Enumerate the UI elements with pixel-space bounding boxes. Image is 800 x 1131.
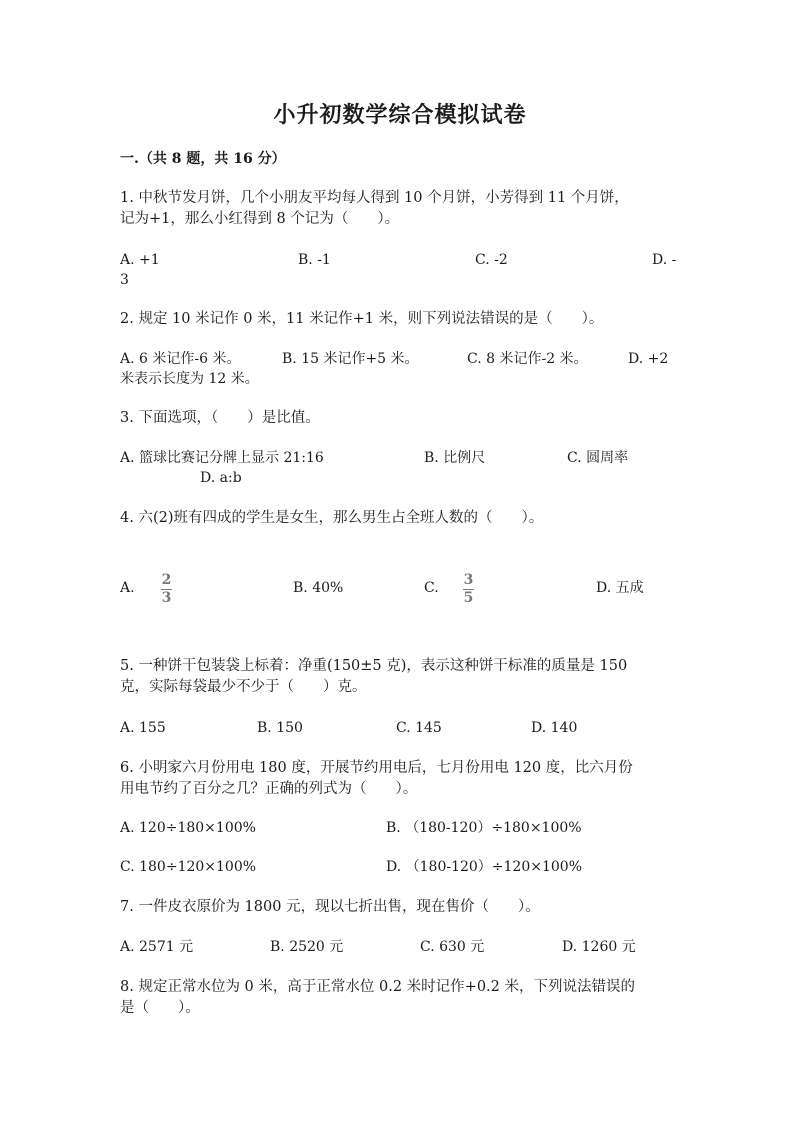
fraction-numerator: 2 xyxy=(161,572,172,588)
question-line: 克，实际每袋最少不少于（ ）克。 xyxy=(120,679,367,695)
question-line: 5. 一种饼干包装袋上标着：净重(150±5 克)，表示这种饼干标准的质量是 150 xyxy=(120,658,628,674)
option-d: D. 1260 元 xyxy=(562,939,636,955)
option-c: C. xyxy=(424,580,439,596)
fraction-two-thirds xyxy=(161,573,172,606)
option-a: A. 155 xyxy=(120,720,166,736)
question-line: 7. 一件皮衣原价为 1800 元，现以七折出售，现在售价（ ）。 xyxy=(120,899,540,915)
question-line: 记为+1，那么小红得到 8 个记为（ ）。 xyxy=(120,211,400,227)
question-5 xyxy=(120,656,680,698)
option-a: A. 120÷180×100% xyxy=(120,820,256,836)
question-line: 2. 规定 10 米记作 0 米，11 米记作+1 米，则下列说法错误的是（ ）。 xyxy=(120,311,604,327)
question-line: 3. 下面选项，（ ）是比值。 xyxy=(120,410,320,426)
option-a: A. 篮球比赛记分牌上显示 21:16 xyxy=(120,450,324,466)
option-c: C. 180÷120×100% xyxy=(120,859,257,875)
option-b: B. -1 xyxy=(298,252,331,268)
fraction-numerator: 3 xyxy=(463,572,474,588)
option-b: B. 15 米记作+5 米。 xyxy=(282,351,419,367)
option-c: C. 8 米记作-2 米。 xyxy=(467,351,588,367)
option-d: D. +2 xyxy=(628,351,669,367)
option-d: D. （180-120）÷120×100% xyxy=(386,859,583,875)
question-1 xyxy=(120,188,680,230)
question-3 xyxy=(120,408,680,429)
question-line: 4. 六(2)班有四成的学生是女生，那么男生占全班人数的（ ）。 xyxy=(120,510,544,526)
option-c: C. -2 xyxy=(475,252,508,268)
exam-title: 小升初数学综合模拟试卷 xyxy=(273,102,527,128)
option-d-wrap: 米表示长度为 12 米。 xyxy=(120,371,259,387)
fraction-three-fifths xyxy=(463,573,474,606)
option-d: D. 140 xyxy=(531,720,578,736)
question-line: 用电节约了百分之几？正确的列式为（ ）。 xyxy=(120,781,418,797)
option-d: D. a:b xyxy=(200,470,242,486)
question-line: 8. 规定正常水位为 0 米，高于正常水位 0.2 米时记作+0.2 米，下列说法错误的 xyxy=(120,979,635,995)
option-a: A. +1 xyxy=(120,252,160,268)
option-a: A. xyxy=(120,580,135,596)
question-line: 是（ ）。 xyxy=(120,1000,200,1016)
option-b: B. 2520 元 xyxy=(270,939,344,955)
option-b: B. 40% xyxy=(293,580,344,596)
option-b: B. 150 xyxy=(257,720,303,736)
option-c: C. 630 元 xyxy=(420,939,485,955)
option-b: B. 比例尺 xyxy=(424,450,486,466)
question-2 xyxy=(120,309,680,330)
option-d: D. 五成 xyxy=(596,580,644,596)
option-a: A. 6 米记作-6 米。 xyxy=(120,351,241,367)
option-d: D. - xyxy=(652,252,677,268)
option-d-wrap: 3 xyxy=(120,272,129,288)
question-line: 6. 小明家六月份用电 180 度，开展节约用电后，七月份用电 120 度，比六月份 xyxy=(120,760,633,776)
question-line: 1. 中秋节发月饼，几个小朋友平均每人得到 10 个月饼，小芳得到 11 个月饼， xyxy=(120,190,629,206)
option-a: A. 2571 元 xyxy=(120,939,194,955)
section-heading: 一.（共 8 题，共 16 分） xyxy=(120,151,286,167)
option-c: C. 145 xyxy=(396,720,442,736)
option-b: B. （180-120）÷180×100% xyxy=(386,820,582,836)
option-c: C. 圆周率 xyxy=(567,450,629,466)
question-8 xyxy=(120,977,680,1019)
fraction-denominator: 5 xyxy=(463,590,474,606)
question-4 xyxy=(120,508,680,529)
question-7 xyxy=(120,897,680,918)
question-6 xyxy=(120,758,680,800)
fraction-denominator: 3 xyxy=(161,590,172,606)
